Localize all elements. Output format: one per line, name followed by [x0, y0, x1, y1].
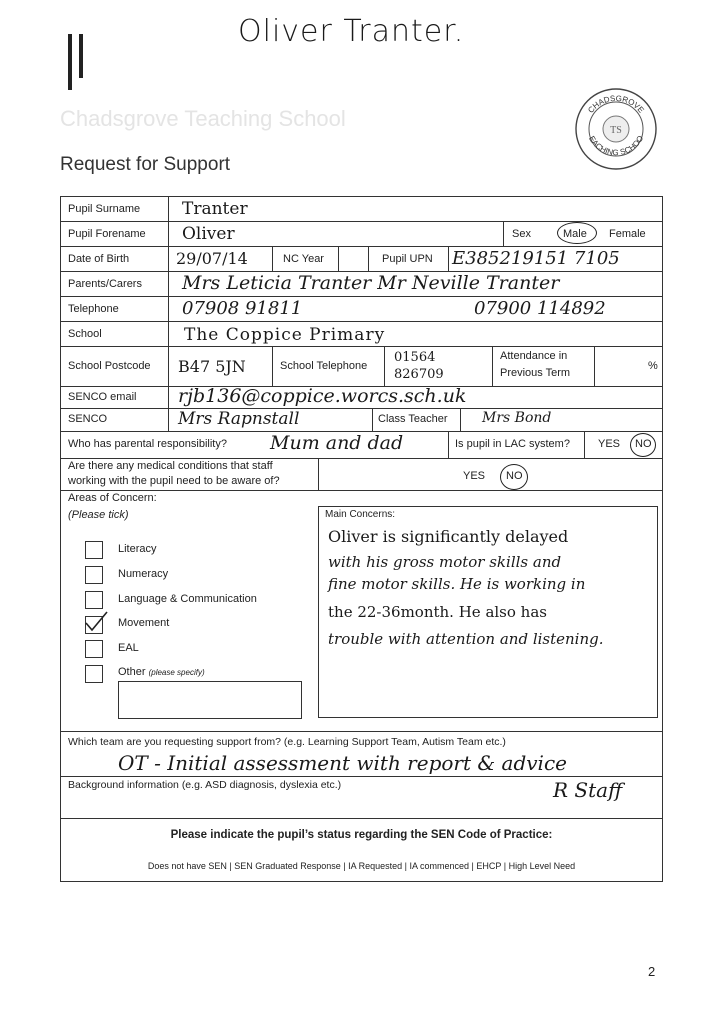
label-male: Male: [563, 228, 587, 240]
label-sex: Sex: [512, 228, 531, 240]
label-main-concerns: Main Concerns:: [325, 509, 396, 520]
main-concerns-line-5: trouble with attention and listening.: [328, 630, 604, 648]
value-upn: E385219151 7105: [452, 248, 620, 269]
label-medical-no: NO: [506, 470, 523, 482]
handwritten-pupil-name: Oliver Tranter.: [238, 14, 465, 49]
label-other: [118, 666, 205, 678]
label-other-text: Other: [118, 666, 146, 678]
label-background: Background information (e.g. ASD diagnosis, dyslexia etc.): [68, 779, 342, 791]
value-school-tel-1: 01564: [394, 350, 436, 365]
value-senco: Mrs Rapnstall: [178, 409, 300, 429]
checkbox-eal[interactable]: [85, 640, 103, 658]
label-lac-yes: YES: [598, 438, 621, 450]
label-upn: Pupil UPN: [382, 253, 433, 265]
value-school: The Coppice Primary: [184, 325, 386, 345]
label-eal: EAL: [118, 642, 139, 654]
label-nc-year: NC Year: [283, 253, 324, 265]
label-areas: Areas of Concern:: [68, 492, 157, 504]
label-parents: Parents/Carers: [68, 278, 142, 290]
seal-center-text: TS: [610, 125, 622, 136]
value-surname: Tranter: [182, 199, 248, 219]
label-lac-no: NO: [635, 438, 652, 450]
school-seal: [573, 86, 659, 172]
value-senco-email: rjb136@coppice.worcs.sch.uk: [178, 385, 467, 407]
value-postcode: B47 5JN: [178, 357, 246, 376]
main-concerns-line-3: fine motor skills. He is working in: [328, 575, 586, 593]
lac-no-circle: [630, 433, 656, 457]
label-team: Which team are you requesting support from? (e.g. Learning Support Team, Autism Team etc.): [68, 736, 506, 748]
label-attendance-2: Previous Term: [500, 367, 571, 379]
label-language: Language & Communication: [118, 593, 257, 605]
value-class-teacher: Mrs Bond: [482, 410, 552, 426]
seal-bottom-text: EACHING SCHOO: [586, 134, 646, 158]
other-specify-box[interactable]: [118, 681, 302, 719]
label-surname: Pupil Surname: [68, 203, 141, 215]
value-parents: Mrs Leticia Tranter Mr Neville Tranter: [182, 272, 560, 294]
main-concerns-line-4: the 22-36month. He also has: [328, 603, 547, 621]
label-medical-yes: YES: [463, 470, 486, 482]
tick-mark-icon: [83, 611, 109, 633]
label-other-hint: (please specify): [148, 668, 205, 677]
label-medical-1: Are there any medical conditions that staff: [68, 460, 273, 472]
seal-top-text: CHADSGROVE: [586, 93, 646, 115]
value-parental: Mum and dad: [270, 432, 404, 454]
label-lac: Is pupil in LAC system?: [455, 438, 570, 450]
label-literacy: Literacy: [118, 543, 157, 555]
checkbox-movement[interactable]: [85, 616, 103, 634]
label-school-tel: School Telephone: [280, 360, 368, 372]
checkbox-literacy[interactable]: [85, 541, 103, 559]
male-selected-circle: [557, 222, 597, 244]
label-movement: Movement: [118, 617, 170, 629]
label-forename: Pupil Forename: [68, 228, 146, 240]
label-percent: %: [648, 360, 658, 372]
value-dob: 29/07/14: [176, 249, 248, 268]
value-telephone-2: 07900 114892: [474, 298, 606, 319]
label-please-tick: (Please tick): [68, 509, 129, 521]
value-signature: R Staff: [553, 778, 623, 802]
main-concerns-line-1: Oliver is significantly delayed: [328, 527, 569, 546]
label-senco: SENCO: [68, 413, 108, 425]
label-parental: Who has parental responsibility?: [68, 438, 227, 450]
checkbox-other[interactable]: [85, 665, 103, 683]
label-medical-2: working with the pupil need to be aware of?: [68, 475, 280, 487]
value-school-tel-2: 826709: [394, 367, 444, 382]
label-class-teacher: Class Teacher: [378, 413, 448, 425]
page-number: 2: [648, 964, 656, 979]
label-postcode: School Postcode: [68, 360, 151, 372]
main-concerns-line-2: with his gross motor skills and: [328, 553, 562, 571]
logo-bars: [68, 34, 84, 90]
svg-text:CHADSGROVE: [586, 94, 646, 115]
label-female: Female: [609, 228, 646, 240]
checkbox-numeracy[interactable]: [85, 566, 103, 584]
label-dob: Date of Birth: [68, 253, 130, 265]
checkbox-language[interactable]: [85, 591, 103, 609]
value-forename: Oliver: [182, 224, 235, 244]
label-status-options: Does not have SEN | SEN Graduated Response | IA Requested | IA commenced | EHCP | High Level Need: [147, 861, 576, 871]
label-telephone: Telephone: [68, 303, 119, 315]
page-title: Request for Support: [60, 154, 231, 175]
label-school: School: [68, 328, 102, 340]
label-numeracy: Numeracy: [118, 568, 169, 580]
label-status-question: Please indicate the pupil’s status regarding the SEN Code of Practice:: [170, 829, 553, 841]
value-team: OT - Initial assessment with report & advice: [118, 751, 567, 775]
medical-no-circle: [500, 464, 528, 490]
label-senco-email: SENCO email: [68, 391, 137, 403]
school-name: Chadsgrove Teaching School: [60, 106, 346, 131]
value-telephone-1: 07908 91811: [182, 298, 303, 319]
label-attendance-1: Attendance in: [500, 350, 568, 362]
